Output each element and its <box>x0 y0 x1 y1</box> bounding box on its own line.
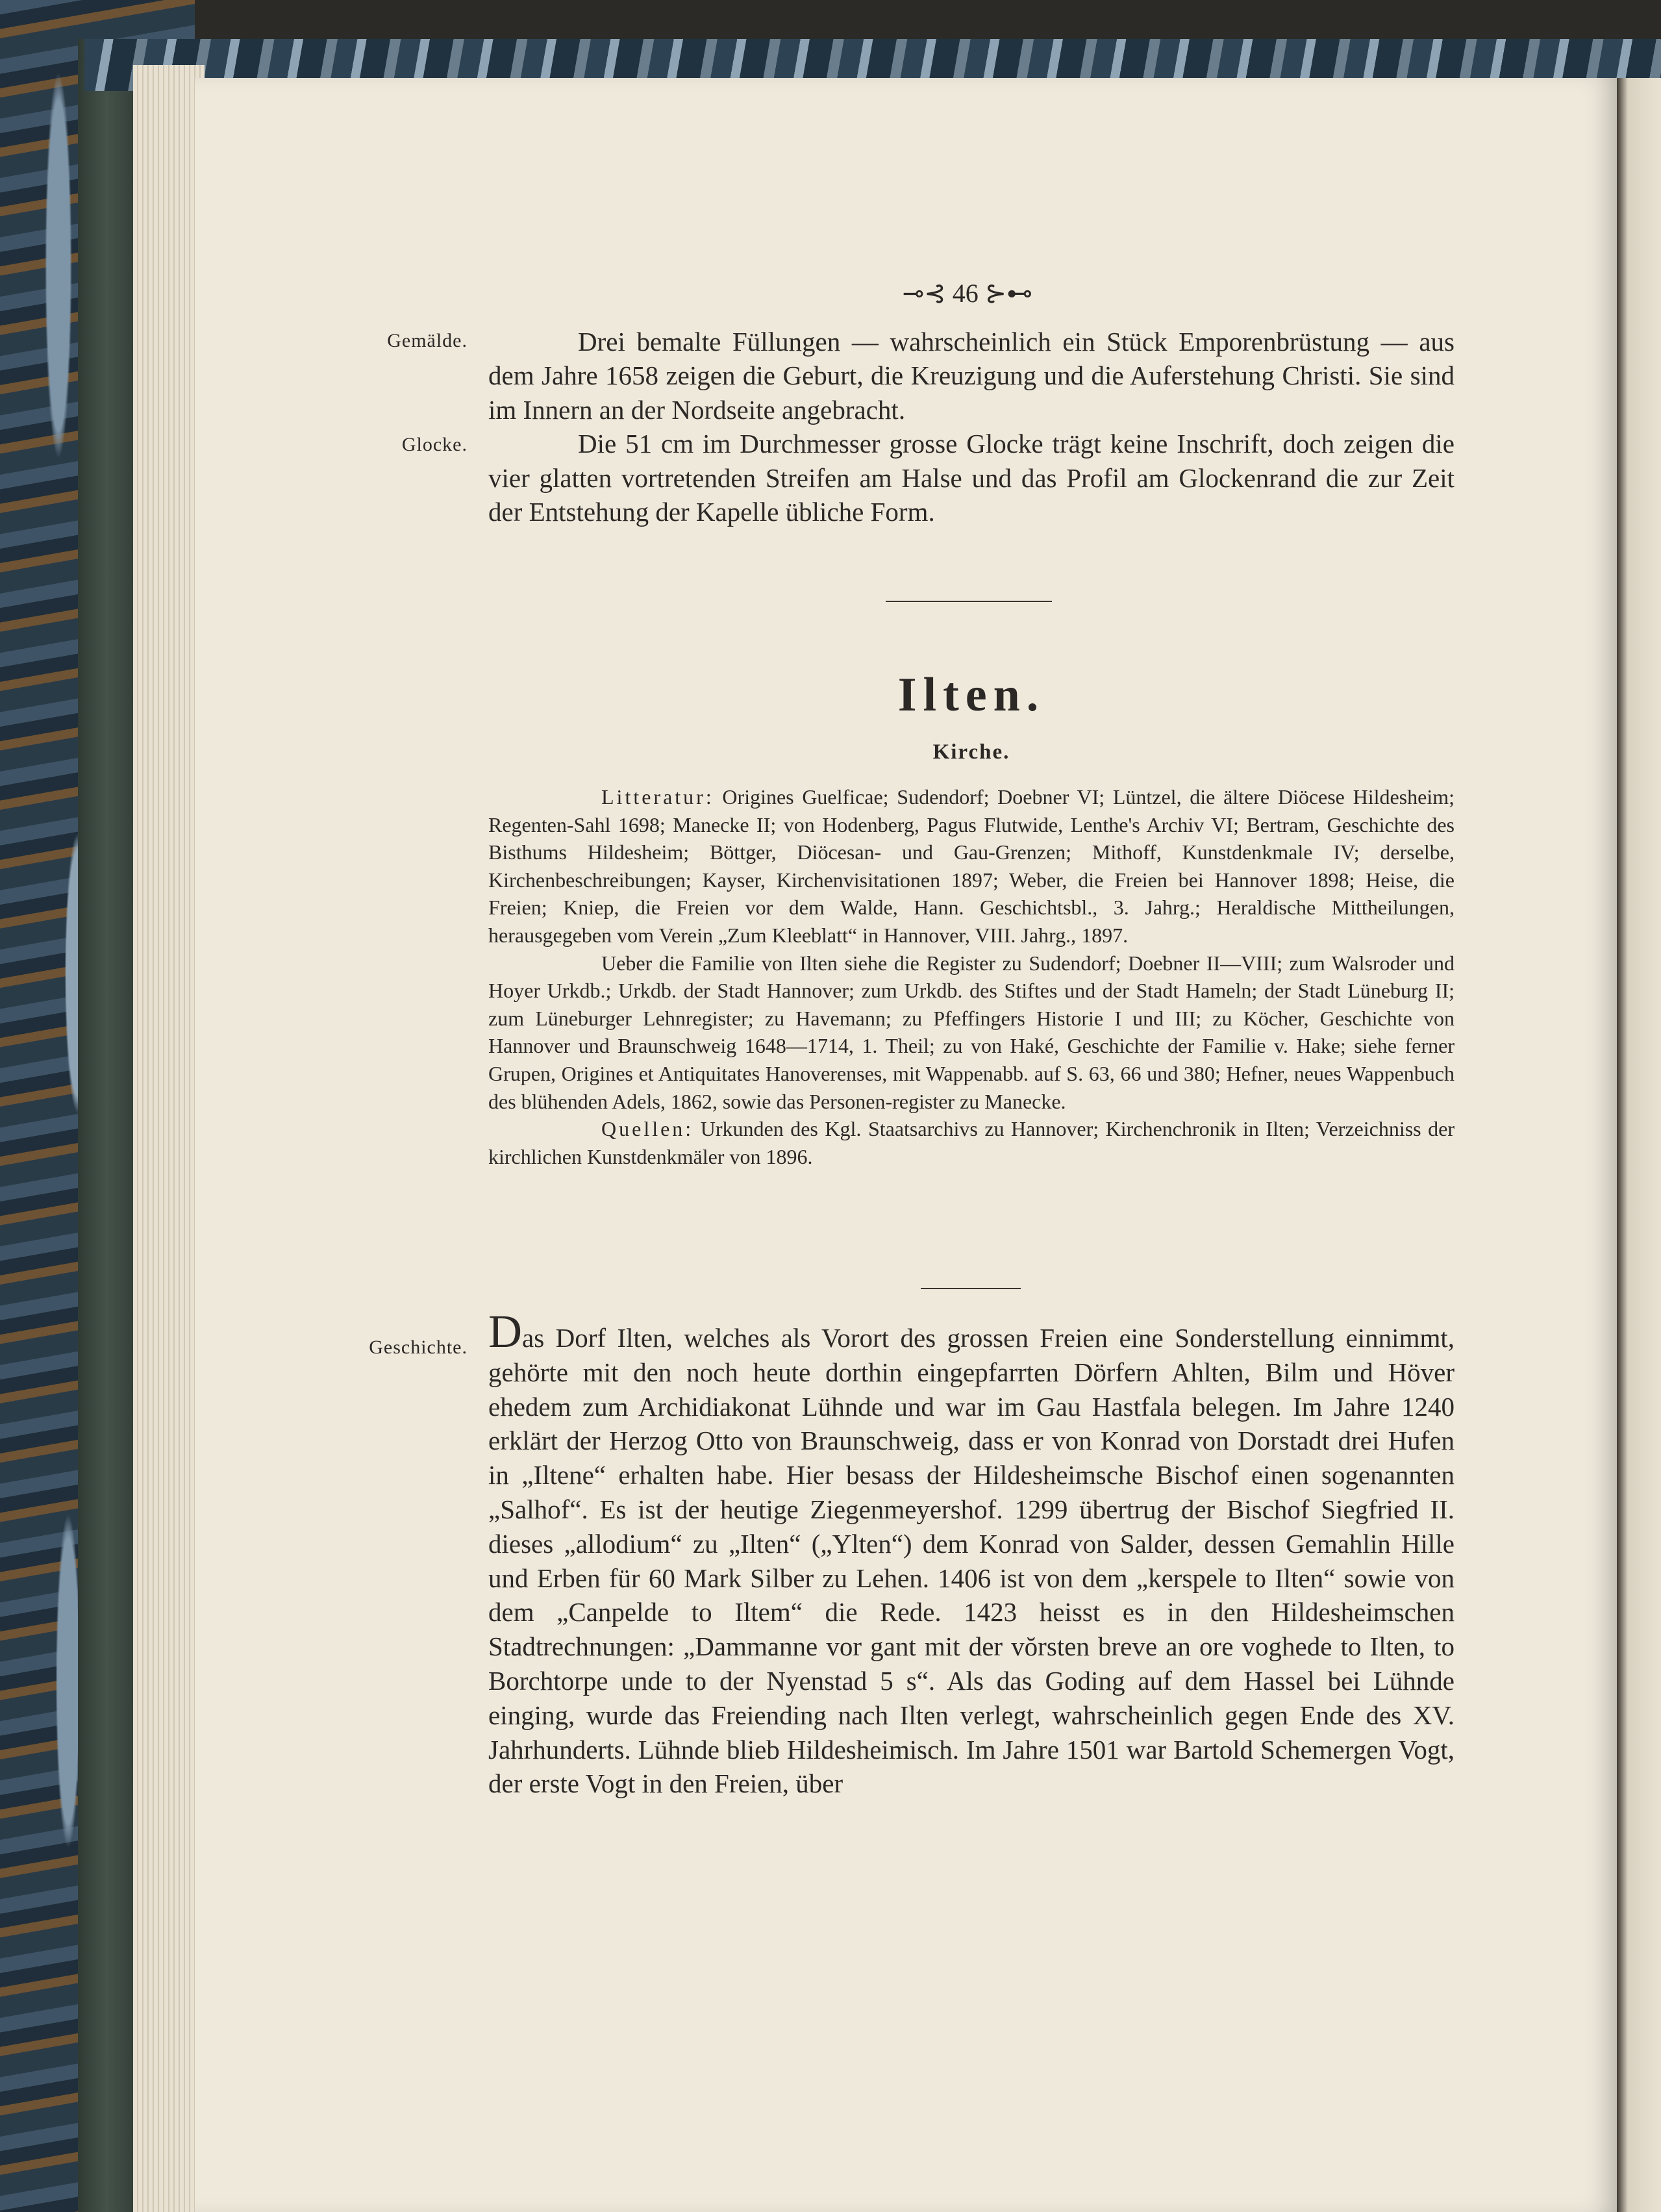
section-subheading: Kirche. <box>932 740 1010 764</box>
sources-paragraph <box>488 1115 1455 1170</box>
page-number: ⊸⊰ 46 ⊱⊷ <box>902 279 1033 308</box>
literature-paragraph <box>488 783 1455 949</box>
sources-label: Quellen: <box>601 1117 694 1141</box>
literature-text: Origines Guelficae; Sudendorf; Doebner VI; Lüntzel, die ältere Diöcese Hildesheim; Regenten-Sahl 1698; Manecke II; von Hodenberg, Pagus Flutwide, Lenthe's Archiv VI; Bertram, Geschichte des Bisthums Hildesheim; Böttger, Diöcesan- und Gau-Grenzen; Mithoff, Kunstdenkmale IV; derselbe, Kirchenbeschreibungen; Kayser, Kirchenvisitationen 1897; Weber, die Freien bei Hannover 1898; Heise, die Freien; Kniep, die Freien vor dem Walde, Hann. Geschichtsbl., 3. Jahrg.; Heraldische Mittheilungen, herausgegeben vom Verein „Zum Kleeblatt“ in Hannover, VIII. Jahrg., 1897. <box>488 785 1455 947</box>
margin-label-glocke: Glocke. <box>401 434 468 455</box>
history-paragraph <box>488 1305 1455 1801</box>
margin-label-geschichte: Geschichte. <box>369 1337 468 1358</box>
history-text <box>488 1305 1455 1801</box>
paragraph-gemaelde: Drei bemalte Füllungen — wahrscheinlich ein Stück Emporenbrüstung — aus dem Jahre 1658 zeigen die Geburt, die Kreuzigung und die Auferstehung Christi. Sie sind im Innern an der Nordseite angebracht. <box>488 327 1455 425</box>
family-paragraph: Ueber die Familie von Ilten siehe die Register zu Sudendorf; Doebner II—VIII; zum Walsroder und Hoyer Urkdb.; Urkdb. der Stadt Hannover; zum Urkdb. des Stiftes und der Stadt Hameln; der Stadt Lüneburg II; zum Lüneburger Lehnregister; zu Havemann; zu Pfeffingers Historie I und III; zu Köcher, Geschichte von Hannover und Braunschweig 1648—1714, 1. Theil; zu von Haké, Geschichte der Familie v. Hake; siehe ferner Grupen, Origines et Antiquitates Hanoverenses, mit Wappenabb. auf S. 63, 66 und 380; Hefner, neues Wappenbuch des blühenden Adels, 1862, sowie das Personen-register zu Manecke. <box>488 951 1455 1113</box>
facing-page-edge <box>1617 78 1661 2212</box>
section-divider <box>886 601 1052 602</box>
intro-text <box>488 325 1455 529</box>
margin-label-gemaelde: Gemälde. <box>387 330 468 351</box>
literature-label: Litteratur: <box>601 785 714 809</box>
bibliography <box>488 783 1455 1170</box>
dropcap-letter: D <box>488 1305 522 1357</box>
section-heading: Ilten. <box>897 668 1045 722</box>
bibliography-divider <box>921 1288 1021 1289</box>
page-edges <box>133 65 205 2212</box>
sources-text: Urkunden des Kgl. Staatsarchivs zu Hannover; Kirchenchronik in Ilten; Verzeichniss der kirchlichen Kunstdenkmäler von 1896. <box>488 1117 1455 1168</box>
paragraph-glocke: Die 51 cm im Durchmesser grosse Glocke trägt keine Inschrift, doch zeigen die vier glatten vortretenden Streifen am Halse und das Profil am Glockenrand die zur Zeit der Entstehung der Kapelle übliche Form. <box>488 429 1455 527</box>
history-body: as Dorf Ilten, welches als Vorort des grossen Freien eine Sonderstellung einnimmt, gehörte mit den noch heute dorthin eingepfarrten Dörfern Ahlten, Bilm und Höver ehedem zum Archidiakonat Lühnde und war im Gau Hastfala belegen. Im Jahre 1240 erklärt der Herzog Otto von Braunschweig, dass er von Konrad von Dorstadt drei Hufen in „Iltene“ erhalten habe. Hier besass der Hildesheimsche Bischof einen sogenannten „Salhof“. Es ist der heutige Ziegenmeyershof. 1299 übertrug der Bischof Siegfried II. dieses „allodium“ zu „Ilten“ („Ylten“) dem Konrad von Salder, dessen Gemahlin Hille und Erben für 60 Mark Silber zu Lehen. 1406 ist von dem „kerspele to Ilten“ sowie von dem „Canpelde to Iltem“ die Rede. 1423 heisst es in den Hildesheimschen Stadtrechnungen: „Dammanne vor gant mit der vŏrsten breve an ore voghede to Ilten, to Borchtorpe unde to der Nyenstad 5 s“. Als das Goding auf dem Hassel bei Lühnde einging, wurde das Freiending nach Ilten verlegt, wahrscheinlich gegen Ende des XV. Jahrhunderts. Lühnde blieb Hildesheimisch. Im Jahre 1501 war Bartold Schemergen Vogt, der erste Vogt in den Freien, über <box>488 1323 1455 1799</box>
